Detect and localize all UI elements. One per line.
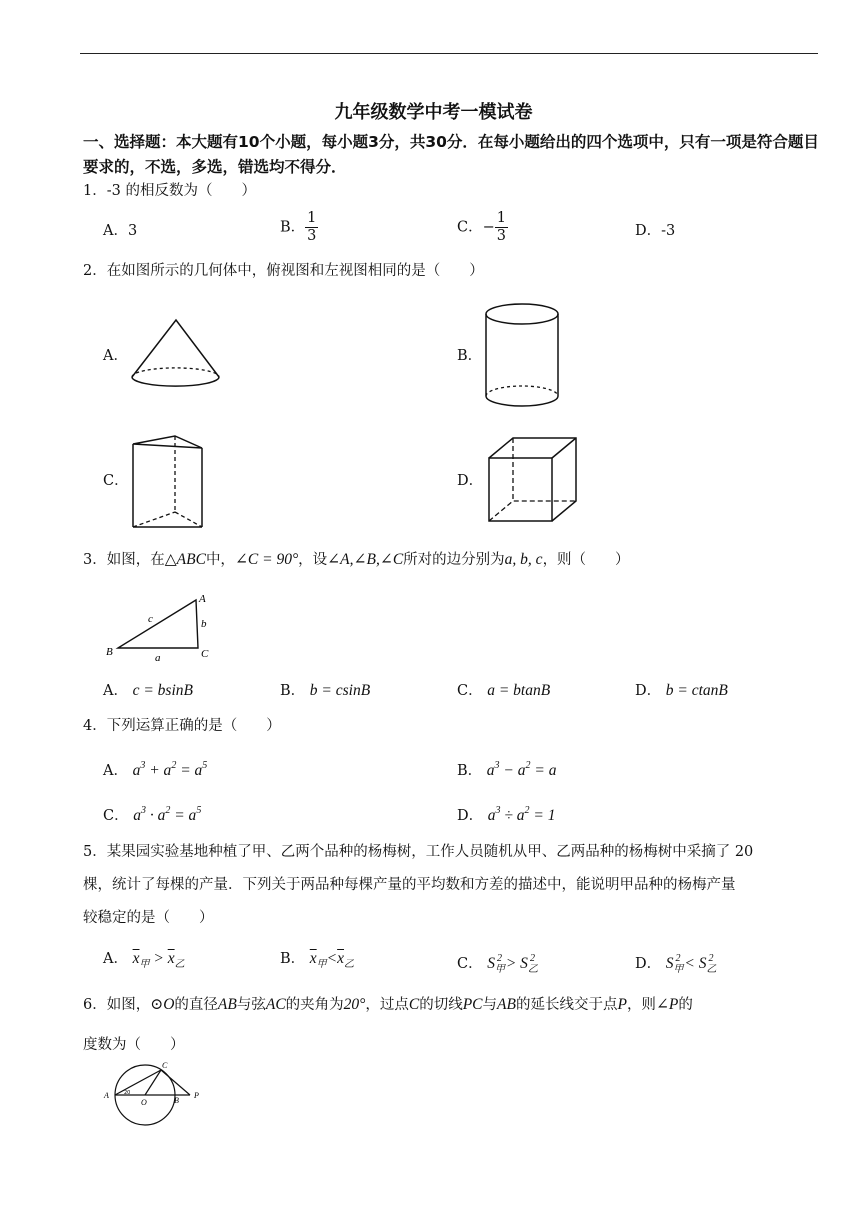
circle-label-b: B (174, 1096, 179, 1105)
question-3-stem: 3．如图，在△ABC中，∠C = 90°，设∠A,∠B,∠C所对的边分别为a, b, c，则（ ） (83, 551, 630, 568)
question-2-stem: 2．在如图所示的几何体中，俯视图和左视图相同的是（ ） (83, 263, 484, 279)
question-5-line-3: 较稳定的是（ ） (83, 910, 214, 926)
right-triangle-figure (100, 585, 220, 667)
q2-option-c: C． (103, 473, 129, 489)
circle-label-o: O (141, 1098, 147, 1107)
section-heading: 一、选择题：本大题有10个小题，每小题3分，共30分．在每小题给出的四个选项中，只有一项是符合题目要求的，不选，多选，错选均不得分． (83, 133, 819, 176)
q4-option-a: A． $a^3 + a^2 = a^5$ (103, 760, 208, 779)
q3-option-a: A． c = bsinB (103, 682, 193, 699)
cylinder-figure (480, 300, 565, 415)
question-6-stem: 6．如图，⊙O的直径AB与弦AC的夹角为20°，过点C的切线PC与AB的延长线交于点P，则∠P的 (83, 996, 693, 1013)
q4-option-b: B． $a^3 - a^2 = a$ (457, 760, 557, 779)
page-title: 九年级数学中考一模试卷 (334, 102, 533, 123)
q1-option-a: A．3 (103, 223, 138, 239)
question-5-line-2: 棵，统计了每棵的产量．下列关于两品种每棵产量的平均数和方差的描述中，能说明甲品种的杨梅产量 (83, 877, 736, 893)
header-rule (80, 53, 818, 54)
q3-option-d: D． b = ctanB (635, 682, 728, 699)
circle-angle-label: 20 (124, 1090, 131, 1096)
triangle-label-a-vertex: A (199, 593, 206, 605)
cube-figure (485, 435, 580, 525)
q5-option-a: A． $\overline{x}_甲 > \overline{x}_乙$ (103, 950, 185, 970)
q5-option-d: D． $S_甲^2 < S_乙^2$ (635, 953, 717, 975)
circle-label-c: C (162, 1061, 168, 1070)
triangle-label-side-b: b (201, 618, 207, 630)
q3-option-b: B． b = csinB (280, 682, 371, 699)
triangle-label-b-vertex: B (106, 646, 113, 658)
circle-label-p: P (194, 1091, 199, 1100)
q1-option-d: D．-3 (635, 223, 676, 239)
triangle-label-c-vertex: C (201, 648, 209, 660)
q2-option-d: D． (457, 473, 484, 489)
triangle-label-side-a: a (155, 652, 161, 664)
circle-tangent-figure (100, 1060, 210, 1128)
q4-option-c: C． $a^3 \cdot a^2 = a^5$ (103, 805, 202, 824)
question-1-stem: 1．-3 的相反数为（ ） (83, 183, 256, 199)
cone-figure (125, 315, 225, 395)
q2-option-a: A． (103, 348, 128, 364)
q1-option-b: B． $\frac{1}{3}$ (280, 210, 317, 244)
question-6-line-2: 度数为（ ） (83, 1037, 185, 1053)
triangular-prism-figure (128, 432, 208, 532)
q5-option-c: C． $S_甲^2 > S_乙^2$ (457, 953, 538, 975)
question-4-stem: 4．下列运算正确的是（ ） (83, 718, 281, 734)
question-5-line-1: 5．某果园实验基地种植了甲、乙两个品种的杨梅树，工作人员随机从甲、乙两品种的杨梅树中采摘了 20 (83, 844, 754, 860)
q5-option-b: B． $\overline{x}_甲<\overline{x}_乙$ (280, 950, 355, 970)
circle-label-a: A (104, 1091, 109, 1100)
triangle-label-side-c: c (148, 613, 153, 625)
q2-option-b: B． (457, 348, 483, 364)
q3-option-c: C． a = btanB (457, 682, 551, 699)
q1-option-c: C．− $\frac{1}{3}$ (457, 210, 506, 244)
q4-option-d: D． $a^3 \div a^2 = 1$ (457, 805, 556, 824)
